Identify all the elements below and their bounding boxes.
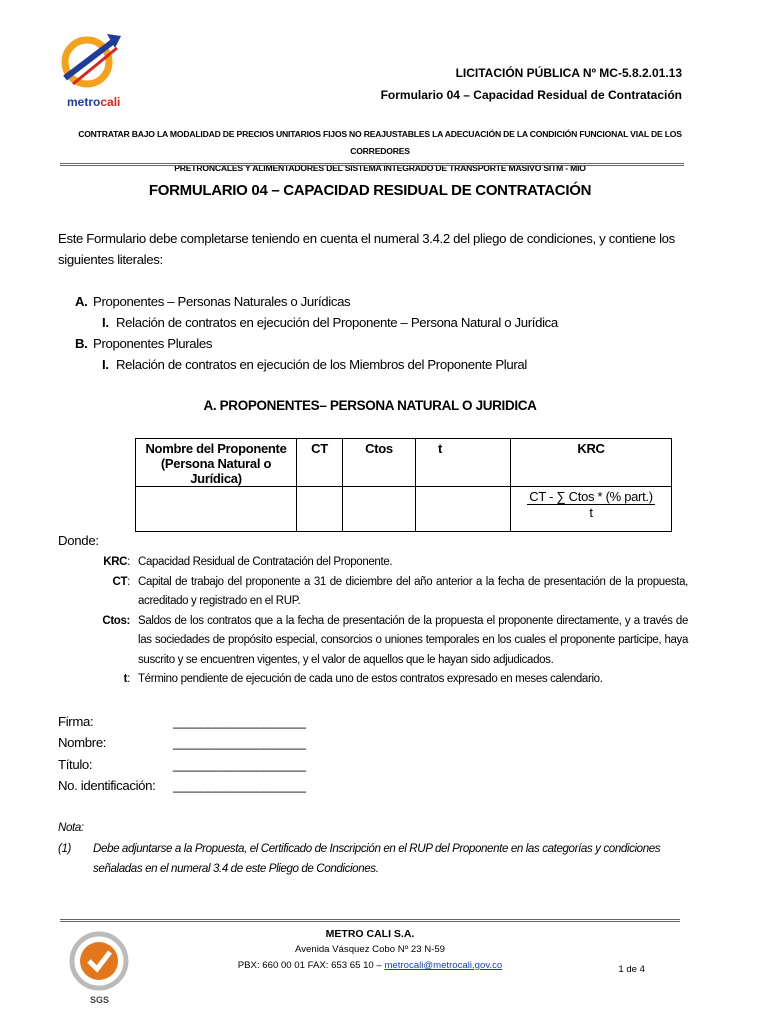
company-name: METRO CALI S.A. — [325, 928, 415, 940]
krc-table — [135, 438, 672, 532]
firma-field[interactable]: ___________________ — [173, 714, 306, 729]
cell-t[interactable] — [416, 487, 511, 532]
note-item: (1) Debe adjuntarse a la Propuesta, el Certificado de Inscripción en el RUP del Proponente en las categorías y condiciones señaladas en el numeral 3.4 de este Pliego de Condiciones. — [58, 841, 661, 875]
signature-id: No. identificación: ___________________ — [58, 775, 306, 796]
header-krc: KRC — [511, 439, 672, 487]
form-reference: Formulario 04 – Capacidad Residual de Contratación — [380, 88, 682, 102]
seal-text: SGS — [90, 995, 110, 1005]
cell-ct[interactable] — [297, 487, 343, 532]
section-title: A. PROPONENTES– PERSONA NATURAL O JURIDICA — [203, 398, 537, 413]
literal-a-sub: I. Relación de contratos en ejecución del Proponente – Persona Natural o Jurídica — [102, 315, 558, 330]
definition-t: t: Término pendiente de ejecución de cada uno de estos contratos expresado en meses calendario. — [123, 673, 603, 685]
definitions — [58, 553, 688, 690]
cell-proponent[interactable] — [136, 487, 297, 532]
signature-firma: Firma: ___________________ — [58, 711, 306, 732]
header-proponent: Nombre del Proponente (Persona Natural o Jurídica) — [136, 439, 297, 487]
definition-ct: CT: Capital de trabajo del proponente a 31 de diciembre del año anterior a la fecha de presentación de la propuesta, acreditado y registrado en el RUP. — [112, 575, 688, 607]
table-row — [136, 487, 672, 532]
definition-krc: KRC: Capacidad Residual de Contratación del Proponente. — [103, 556, 393, 568]
footer — [60, 926, 680, 974]
literal-a: A. Proponentes – Personas Naturales o Jurídicas — [75, 294, 351, 309]
formula-numerator: CT - ∑ Ctos * (% part.) — [529, 489, 653, 504]
form-title: FORMULARIO 04 – CAPACIDAD RESIDUAL DE CONTRATACIÓN — [148, 182, 592, 199]
cell-krc — [511, 487, 672, 532]
note-title: Nota: — [58, 821, 84, 834]
tender-number: LICITACIÓN PÚBLICA Nº MC-5.8.2.01.13 — [455, 66, 682, 80]
definition-ctos: Ctos: Saldos de los contratos que a la fecha de presentación de la propuesta el proponente directamente, y a través de las sociedades de propósito especial, consorcios o uniones temporales en los cuales el proponente participe, haya suscrito y se encuentren vigentes, y el valor de aquellos que le hayan sido adjudicados. — [102, 614, 688, 666]
contract-line-2: PRETRONCALES Y ALIMENTADORES DEL SISTEMA INTEGRADO DE TRANSPORTE MASIVO SITM - MIO — [174, 163, 586, 173]
donde-label: Donde: — [58, 533, 99, 548]
header-reference — [381, 62, 682, 106]
formula-denominator: t — [589, 505, 593, 520]
footer-divider — [60, 919, 680, 922]
header-divider — [60, 163, 684, 166]
signature-nombre: Nombre: ___________________ — [58, 732, 306, 753]
contract-object — [60, 126, 700, 177]
id-field[interactable]: ___________________ — [173, 777, 306, 793]
metrocali-logo — [55, 28, 135, 118]
company-contact: PBX: 660 00 01 FAX: 653 65 10 – metrocali@metrocali.gov.co — [237, 960, 503, 971]
header-t: t — [416, 439, 511, 487]
intro-paragraph: Este Formulario debe completarse teniendo en cuenta el numeral 3.4.2 del pliego de condiciones, y contiene los siguientes literales: — [58, 231, 675, 267]
titulo-field[interactable]: ___________________ — [173, 756, 306, 772]
header-ctos: Ctos — [343, 439, 416, 487]
header-ct: CT — [297, 439, 343, 487]
literal-b-sub: I. Relación de contratos en ejecución de los Miembros del Proponente Plural — [102, 357, 527, 372]
literals-list — [75, 291, 558, 375]
literal-b: B. Proponentes Plurales — [75, 336, 213, 351]
note — [58, 818, 688, 880]
email-link[interactable]: metrocali@metrocali.gov.co — [384, 960, 503, 971]
nombre-field[interactable]: ___________________ — [173, 735, 306, 751]
page-number: 1 de 4 — [618, 964, 645, 975]
company-address: Avenida Vásquez Cobo Nº 23 N-59 — [295, 944, 445, 955]
signature-titulo: Título: ___________________ — [58, 754, 306, 775]
cell-ctos[interactable] — [343, 487, 416, 532]
contract-line-1: CONTRATAR BAJO LA MODALIDAD DE PRECIOS UNITARIOS FIJOS NO REAJUSTABLES LA ADECUACIÓN DE LA CONDICIÓN FUNCIONAL VIAL DE LOS CORREDORES — [78, 129, 682, 156]
table-header-row — [136, 439, 672, 487]
logo-text-metro: metro — [67, 95, 101, 109]
logo-text-cali: cali — [100, 95, 121, 109]
signature-block — [58, 711, 306, 796]
